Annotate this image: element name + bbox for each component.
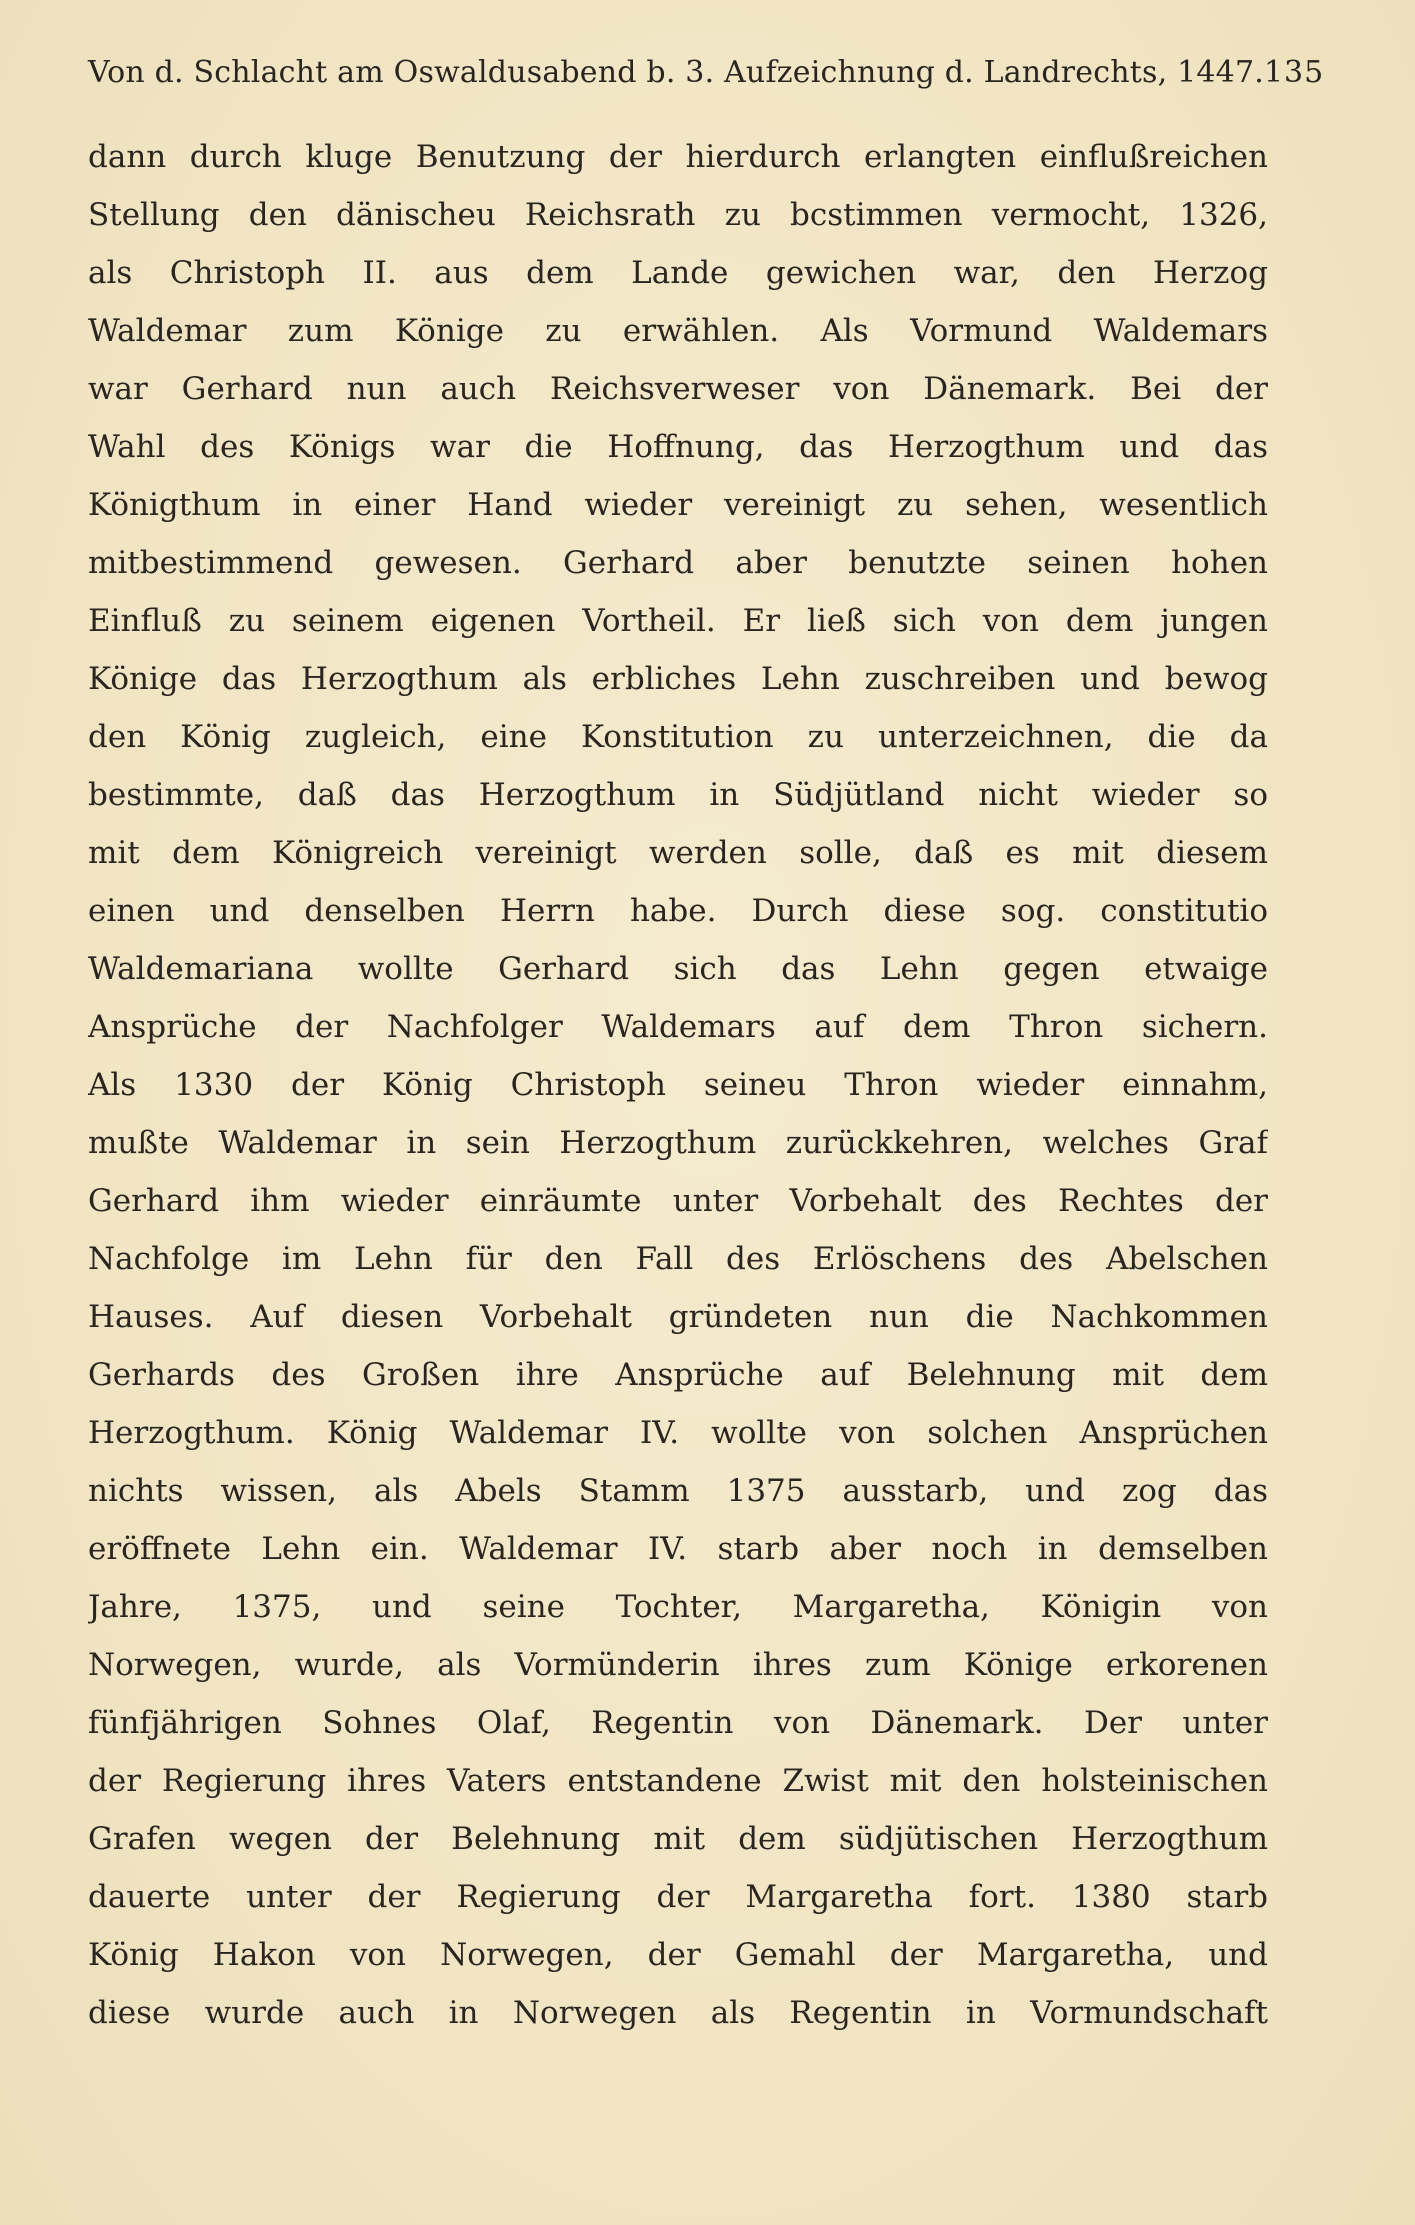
text-line: Als 1330 der König Christoph seineu Thron wieder einnahm, bbox=[88, 1067, 1268, 1103]
text-line: Hauses. Auf diesen Vorbehalt gründeten nun die Nachkommen bbox=[88, 1299, 1268, 1335]
text-line: Waldemar zum Könige zu erwählen. Als Vormund Waldemars bbox=[88, 313, 1268, 349]
text-line: diese wurde auch in Norwegen als Regentin in Vormundschaft bbox=[88, 1995, 1268, 2031]
text-line: mitbestimmend gewesen. Gerhard aber benutzte seinen hohen bbox=[88, 545, 1268, 581]
text-line: den König zugleich, eine Konstitution zu unterzeichnen, die da bbox=[88, 719, 1268, 755]
text-line: Gerhards des Großen ihre Ansprüche auf Belehnung mit dem bbox=[88, 1357, 1268, 1393]
text-line: Ansprüche der Nachfolger Waldemars auf dem Thron sichern. bbox=[88, 1009, 1268, 1045]
running-head bbox=[88, 48, 1325, 98]
text-line: Grafen wegen der Belehnung mit dem südjütischen Herzogthum bbox=[88, 1821, 1268, 1857]
text-line: als Christoph II. aus dem Lande gewichen war, den Herzog bbox=[88, 255, 1268, 291]
text-line: König Hakon von Norwegen, der Gemahl der Margaretha, und bbox=[88, 1937, 1268, 1973]
text-line: Waldemariana wollte Gerhard sich das Lehn gegen etwaige bbox=[88, 951, 1268, 987]
text-line: dauerte unter der Regierung der Margaretha fort. 1380 starb bbox=[88, 1879, 1268, 1915]
text-line: Jahre, 1375, und seine Tochter, Margaretha, Königin von bbox=[88, 1589, 1268, 1625]
text-line: dann durch kluge Benutzung der hierdurch erlangten einflußreichen bbox=[88, 139, 1268, 175]
text-line: mit dem Königreich vereinigt werden solle, daß es mit diesem bbox=[88, 835, 1268, 871]
text-line: war Gerhard nun auch Reichsverweser von Dänemark. Bei der bbox=[88, 371, 1268, 407]
text-line: Königthum in einer Hand wieder vereinigt zu sehen, wesentlich bbox=[88, 487, 1268, 523]
text-line: Herzogthum. König Waldemar IV. wollte von solchen Ansprüchen bbox=[88, 1415, 1268, 1451]
text-line: eröffnete Lehn ein. Waldemar IV. starb aber noch in demselben bbox=[88, 1531, 1268, 1567]
text-line: nichts wissen, als Abels Stamm 1375 ausstarb, und zog das bbox=[88, 1473, 1268, 1509]
body-text bbox=[88, 128, 1268, 2042]
text-line: Nachfolge im Lehn für den Fall des Erlöschens des Abelschen bbox=[88, 1241, 1268, 1277]
page-number: 135 bbox=[1263, 55, 1325, 90]
text-line: fünfjährigen Sohnes Olaf, Regentin von Dänemark. Der unter bbox=[88, 1705, 1268, 1741]
text-line: mußte Waldemar in sein Herzogthum zurückkehren, welches Graf bbox=[88, 1125, 1268, 1161]
text-line: Einfluß zu seinem eigenen Vortheil. Er ließ sich von dem jungen bbox=[88, 603, 1268, 639]
text-line: Wahl des Königs war die Hoffnung, das Herzogthum und das bbox=[88, 429, 1268, 465]
text-line: einen und denselben Herrn habe. Durch diese sog. constitutio bbox=[88, 893, 1268, 929]
text-line: Norwegen, wurde, als Vormünderin ihres zum Könige erkorenen bbox=[88, 1647, 1268, 1683]
text-line: Gerhard ihm wieder einräumte unter Vorbehalt des Rechtes der bbox=[88, 1183, 1268, 1219]
text-line: der Regierung ihres Vaters entstandene Zwist mit den holsteinischen bbox=[88, 1763, 1268, 1799]
text-line: bestimmte, daß das Herzogthum in Südjütland nicht wieder so bbox=[88, 777, 1268, 813]
text-line: Stellung den dänischeu Reichsrath zu bcstimmen vermocht, 1326, bbox=[88, 197, 1268, 233]
text-line: Könige das Herzogthum als erbliches Lehn zuschreiben und bewog bbox=[88, 661, 1268, 697]
running-head-title: Von d. Schlacht am Oswaldusabend b. 3. Aufzeichnung d. Landrechts, 1447. bbox=[88, 55, 1264, 90]
